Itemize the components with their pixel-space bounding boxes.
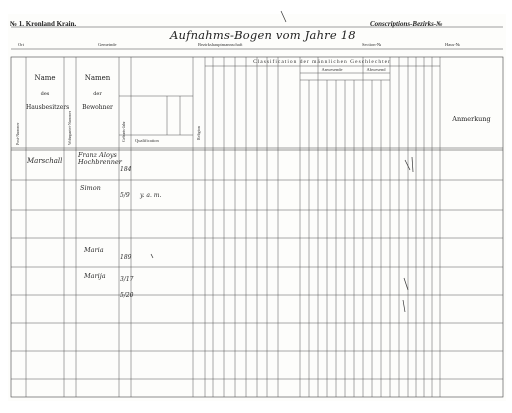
year-entry-4: 189 (120, 254, 132, 261)
col-owner-mid: des (40, 91, 50, 97)
remarks-header: Anmerkung (452, 115, 491, 123)
year-entry-3: 5/9 (120, 192, 130, 199)
year-entry-5: 3/17 (120, 276, 134, 283)
col-resident-mid: der (93, 91, 102, 97)
present-header: Anwesende (321, 67, 343, 72)
col-post-number: Post-Nummer (15, 122, 20, 145)
district-label: Conscriptions-Bezirks-№ (370, 20, 443, 28)
bezirk-label: Bezirkshauptmannschaft (198, 42, 243, 47)
haus-label: Haus-№ (445, 42, 461, 47)
gemeinde-label: Gemeinde (98, 42, 117, 47)
col-party-number: Wohnpartei-Nummer (67, 110, 72, 145)
col-religion: Religion (196, 126, 201, 140)
col-resident-label: Bewohner (82, 104, 113, 111)
col-owner-label: Hausbesitzers (26, 104, 70, 111)
year-entry-6: 5/20 (120, 292, 134, 299)
owner-entry-1: Marschall (27, 157, 63, 165)
form-title: Aufnahms-Bogen vom Jahre 18 (170, 28, 356, 42)
resident-entry-5: Marija (84, 272, 106, 280)
absent-header: Abwesend (366, 67, 386, 72)
col-resident-name: Namen (84, 74, 111, 82)
ort-label: Ort (18, 42, 24, 47)
col-owner-name: Name (34, 74, 56, 82)
qualification-header: Qualification (135, 138, 159, 143)
year-entry-1: 184 (120, 166, 132, 173)
section-label: Section-№ (362, 42, 382, 47)
resident-entry-4: Maria (84, 246, 104, 254)
resident-entry-1: Franz Aloys Hochbrenner (78, 151, 122, 166)
note-entry-3: y. a. m. (140, 192, 162, 199)
classification-header: Classification der männlichen Geschlechter (253, 59, 391, 65)
col-birth-year: Geburts-Jahr (121, 121, 126, 142)
crownland-label: № 1. Kronland Krain. (10, 20, 77, 28)
resident-entry-2: Simon (80, 184, 101, 192)
